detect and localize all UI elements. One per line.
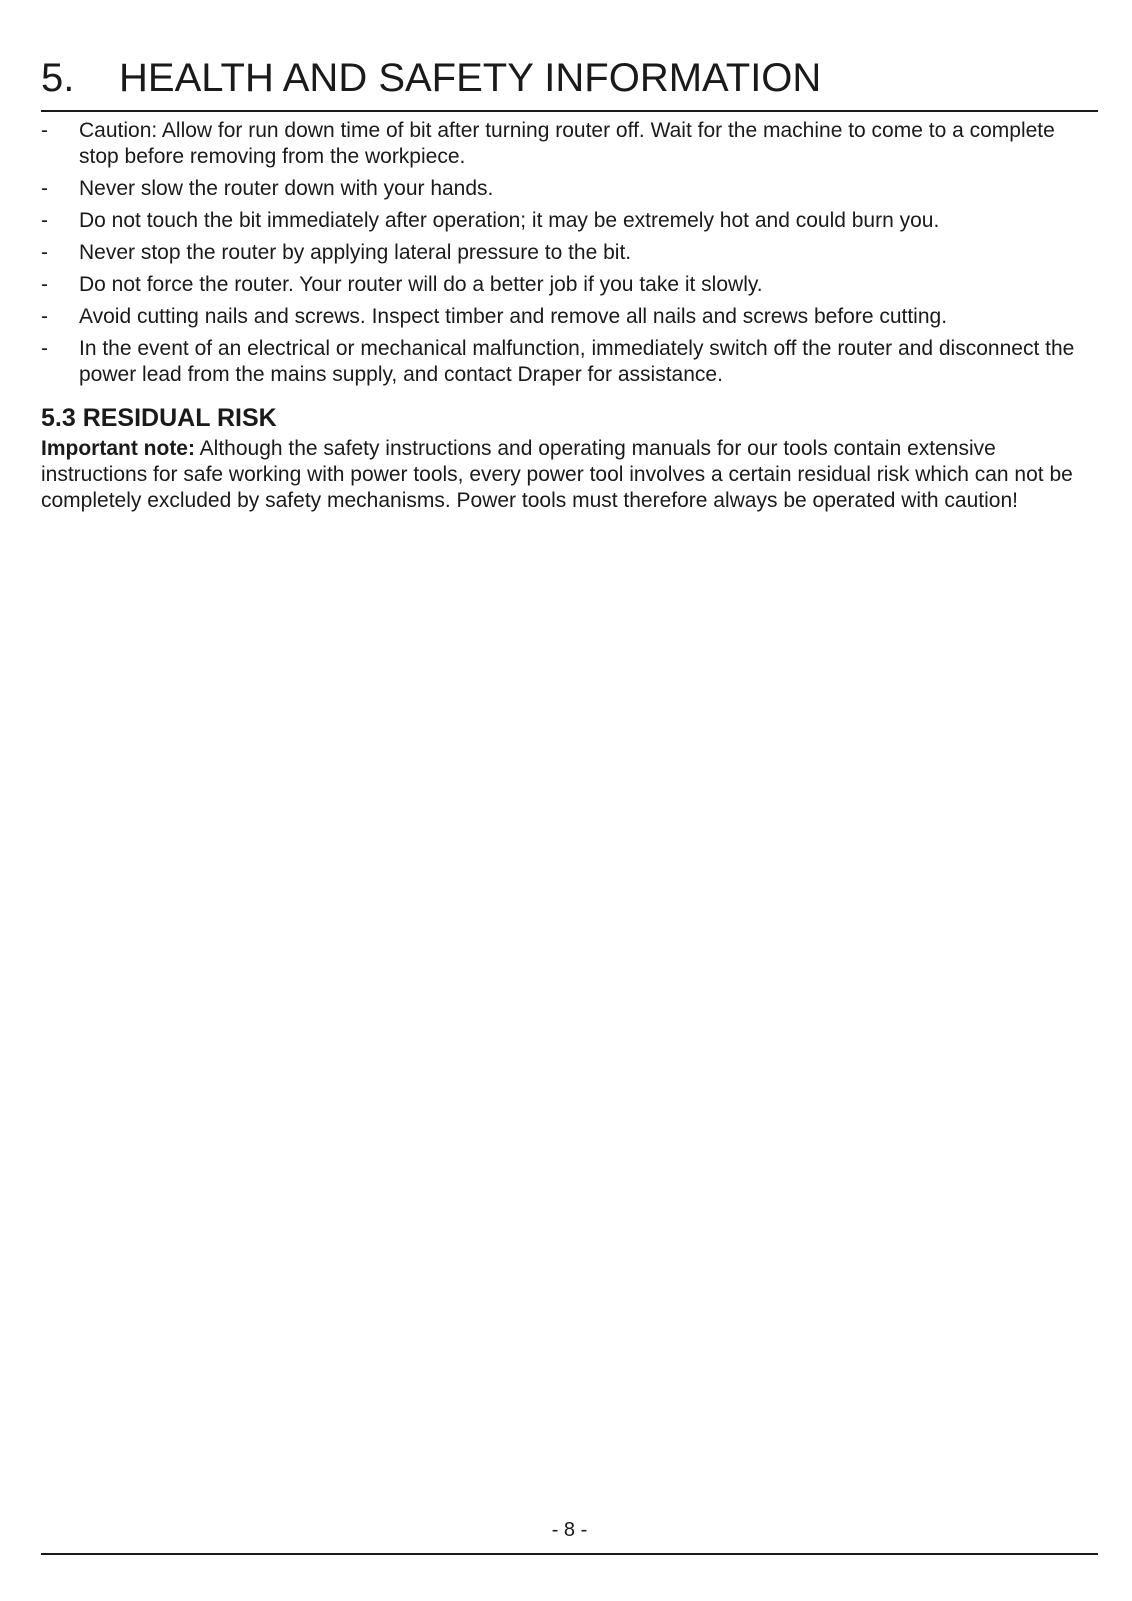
list-item-text: Do not force the router. Your router will do a better job if you take it slowly. xyxy=(79,273,763,296)
footer-divider xyxy=(41,1553,1098,1555)
list-item xyxy=(41,336,1098,388)
safety-bullet-list xyxy=(41,118,1098,394)
section-header xyxy=(41,56,1098,112)
note-text: Although the safety instructions and operating manuals for our tools contain extensive instructions for safe working with power tools, every power tool involves a certain residual risk which can not be completely excluded by safety mechanisms. Power tools must therefore always be operated with caution! xyxy=(41,437,1073,512)
list-item xyxy=(41,240,1098,266)
list-item xyxy=(41,304,1098,330)
section-number: 5. xyxy=(41,56,75,100)
section-title: HEALTH AND SAFETY INFORMATION xyxy=(119,56,822,100)
list-item xyxy=(41,272,1098,298)
list-item-text: Caution: Allow for run down time of bit after turning router off. Wait for the machine to come to a complete stop before removing from the workpiece. xyxy=(79,119,1055,168)
bullet-marker: - xyxy=(41,177,48,200)
bullet-marker: - xyxy=(41,273,48,296)
list-item-text: In the event of an electrical or mechanical malfunction, immediately switch off the router and disconnect the power lead from the mains supply, and contact Draper for assistance. xyxy=(79,337,1075,386)
bullet-marker: - xyxy=(41,119,48,142)
bullet-marker: - xyxy=(41,305,48,328)
important-note xyxy=(41,436,1098,514)
list-item xyxy=(41,118,1098,170)
subsection-title: 5.3 RESIDUAL RISK xyxy=(41,404,277,432)
page-number: - 8 - xyxy=(551,1519,588,1541)
list-item xyxy=(41,208,1098,234)
list-item-text: Do not touch the bit immediately after operation; it may be extremely hot and could burn you. xyxy=(79,209,940,232)
list-item-text: Never stop the router by applying lateral pressure to the bit. xyxy=(79,241,632,264)
list-item xyxy=(41,176,1098,202)
bullet-marker: - xyxy=(41,337,48,360)
bullet-marker: - xyxy=(41,209,48,232)
list-item-text: Never slow the router down with your hands. xyxy=(79,177,494,200)
note-label: Important note: xyxy=(41,437,195,460)
bullet-marker: - xyxy=(41,241,48,264)
document-page xyxy=(41,0,1098,1601)
list-item-text: Avoid cutting nails and screws. Inspect timber and remove all nails and screws before cutting. xyxy=(79,305,948,328)
